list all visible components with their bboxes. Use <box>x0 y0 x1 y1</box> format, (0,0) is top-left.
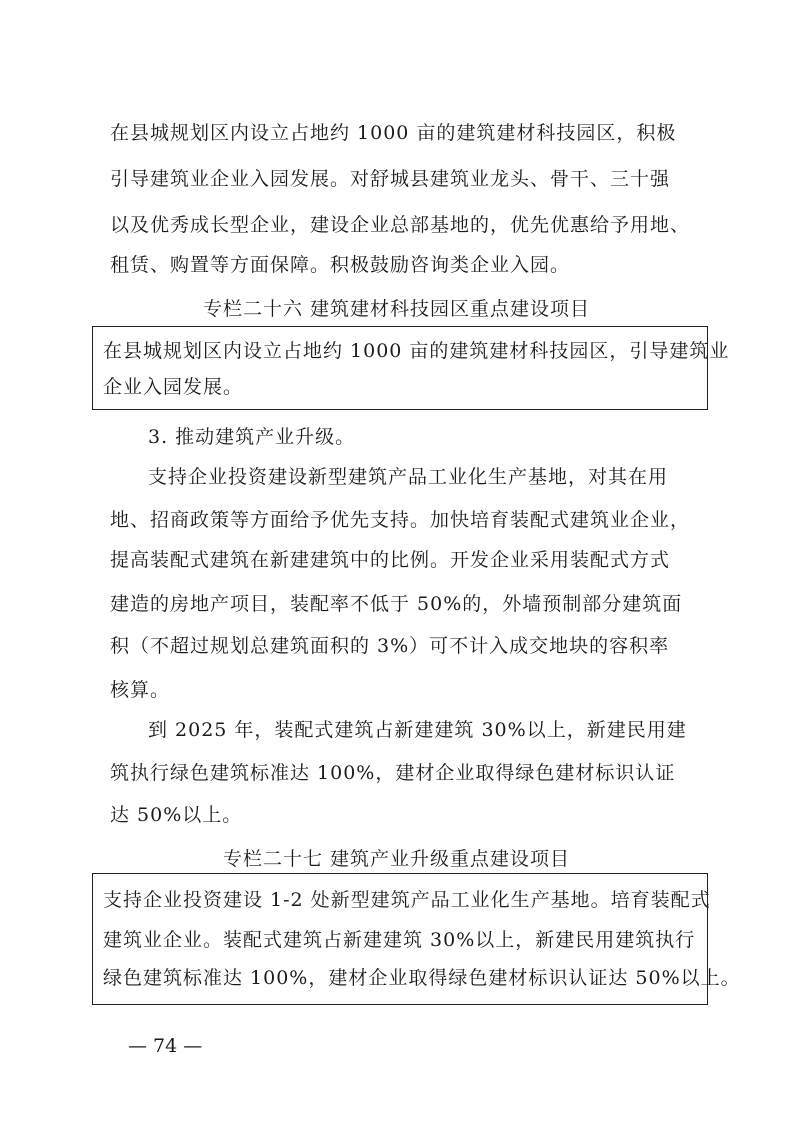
box-text-line: 建筑业企业。装配式建筑占新建建筑 30%以上，新建民用建筑执行 <box>103 929 696 951</box>
page-number: — 74 — <box>128 1035 203 1057</box>
text-line: 地、招商政策等方面给予优先支持。加快培育装配式建筑业企业， <box>110 509 691 531</box>
text-line: 以及优秀成长型企业，建设企业总部基地的，优先优惠给予用地、 <box>110 214 691 236</box>
column-26-title: 专栏二十六 建筑建材科技园区重点建设项目 <box>202 298 591 320</box>
column-27-title: 专栏二十七 建筑产业升级重点建设项目 <box>222 848 571 870</box>
box-text-line: 支持企业投资建设 1-2 处新型建筑产品工业化生产基地。培育装配式 <box>103 889 711 911</box>
text-line: 引导建筑业企业入园发展。对舒城县建筑业龙头、骨干、三十强 <box>110 168 671 190</box>
box-text-line: 绿色建筑标准达 100%，建材企业取得绿色建材标识认证达 50%以上。 <box>103 967 741 989</box>
text-line: 建造的房地产项目，装配率不低于 50%的，外墙预制部分建筑面 <box>110 593 683 615</box>
text-line: 到 2025 年，装配式建筑占新建建筑 30%以上，新建民用建 <box>148 719 687 741</box>
column-26-box <box>92 326 730 410</box>
text-line: 核算。 <box>110 679 171 701</box>
text-line: 在县城规划区内设立占地约 1000 亩的建筑建材科技园区，积极 <box>110 122 677 144</box>
text-line: 租赁、购置等方面保障。积极鼓励咨询类企业入园。 <box>110 254 571 276</box>
text-line: 支持企业投资建设新型建筑产品工业化生产基地，对其在用 <box>148 466 669 488</box>
text-line: 筑执行绿色建筑标准达 100%，建材企业取得绿色建材标识认证 <box>110 762 676 784</box>
column-27-box <box>92 873 741 1005</box>
text-line: 提高装配式建筑在新建建筑中的比例。开发企业采用装配式方式 <box>110 549 671 571</box>
box-text-line: 企业入园发展。 <box>103 376 244 398</box>
text-line: 积（不超过规划总建筑面积的 3%）可不计入成交地块的容积率 <box>110 635 670 657</box>
section-heading: 3. 推动建筑产业升级。 <box>148 426 356 448</box>
text-line: 达 50%以上。 <box>110 804 243 826</box>
box-text-line: 在县城规划区内设立占地约 1000 亩的建筑建材科技园区，引导建筑业 <box>103 340 730 362</box>
